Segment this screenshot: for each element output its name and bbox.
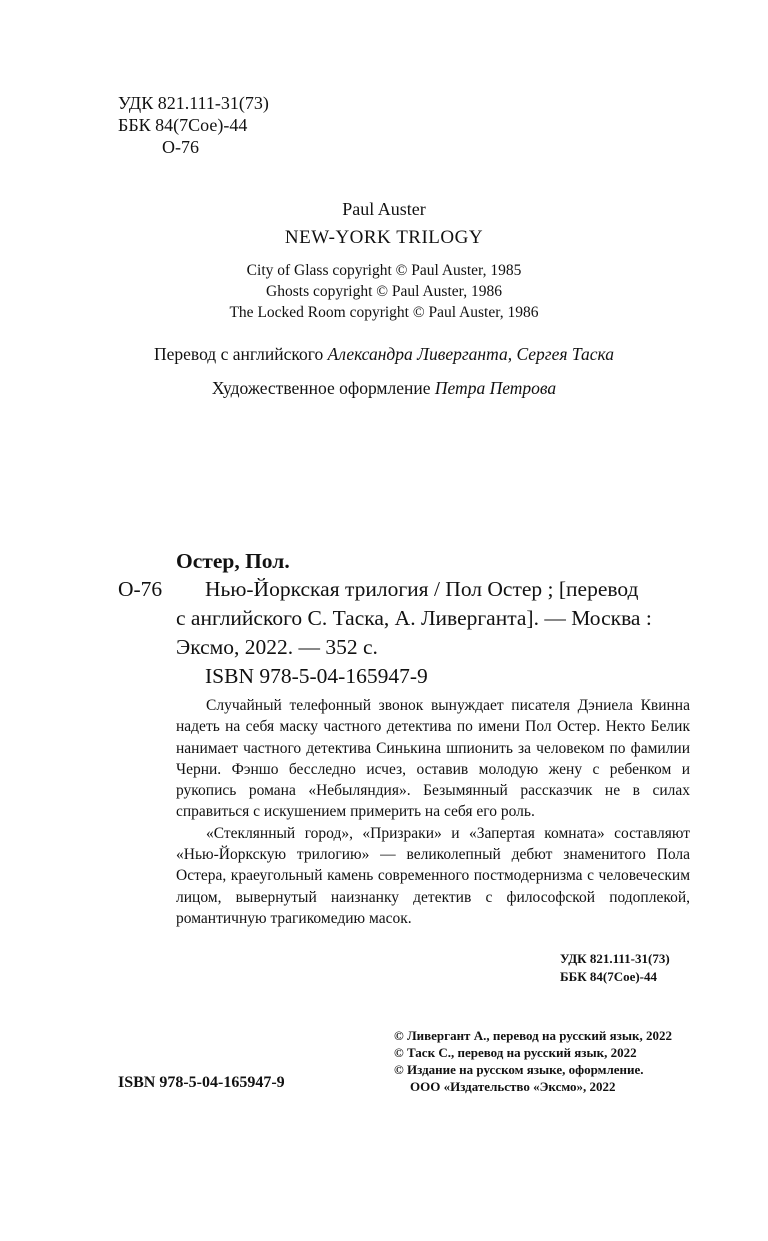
designer: Петра Петрова — [434, 378, 557, 398]
copyright-locked-room: The Locked Room copyright © Paul Auster, 1986 — [229, 304, 539, 321]
translators: Александра Ливерганта, Сергея Таска — [327, 344, 614, 364]
copyright-ghosts: Ghosts copyright © Paul Auster, 1986 — [266, 283, 502, 300]
bbk-code-top: ББК 84(7Сое)-44 — [118, 115, 248, 135]
bib-sign: О-76 — [118, 577, 163, 601]
bib-line-2: с английского С. Таска, А. Ливерганта]. — Москва : — [176, 606, 652, 630]
udk-code-bottom: УДК 821.111-31(73) — [560, 951, 670, 966]
bib-author-heading: Остер, Пол. — [176, 549, 290, 573]
isbn-bold: ISBN 978-5-04-165947-9 — [118, 1074, 285, 1091]
bib-line-3: Эксмо, 2022. — 352 с. — [176, 635, 378, 659]
udk-code-top: УДК 821.111-31(73) — [118, 93, 269, 113]
copyright-line-1: © Ливергант А., перевод на русский язык, 2022 — [394, 1028, 673, 1043]
design-credit — [0, 377, 768, 399]
original-title: NEW-YORK TRILOGY — [284, 227, 484, 248]
annotation-paragraph-2: «Стеклянный город», «Призраки» и «Запертая комната» составляют «Нью-Йоркскую трилогию» — великолепный дебют знаменитого Пола Остера, краеугольный камень современного постмодернизма с человеческим лицом, вывернутый наизнанку детектив с философской подоплекой, романтичную трагикомедию масок. — [176, 824, 690, 927]
copyright-line-2: © Таск С., перевод на русский язык, 2022 — [394, 1045, 637, 1060]
design-prefix: Художественное оформление — [211, 378, 431, 398]
copyright-line-3: © Издание на русском языке, оформление. — [394, 1062, 644, 1077]
bbk-code-bottom: ББК 84(7Сое)-44 — [560, 969, 658, 984]
annotation-paragraph-1: Случайный телефонный звонок вынуждает писателя Дэниела Квинна надеть на себя маску частного детектива по имени Пол Остер. Некто Белик нанимает частного детектива Синькина шпионить за человеком по фамилии Черни. Фэншо бесследно исчез, оставив молодую жену с ребенком и рукопись романа «Небыляндия». Безымянный рассказчик не в силах справиться с искушением примерить на себя его роль. — [176, 697, 690, 821]
translation-credit — [0, 343, 768, 365]
copyright-line-4: ООО «Издательство «Эксмо», 2022 — [410, 1079, 616, 1094]
translation-prefix: Перевод с английского — [154, 344, 324, 364]
bib-isbn: ISBN 978-5-04-165947-9 — [205, 664, 428, 688]
bib-line-1: Нью-Йоркская трилогия / Пол Остер ; [перевод — [205, 577, 639, 601]
annotation — [176, 695, 690, 929]
copyright-city-of-glass: City of Glass copyright © Paul Auster, 1985 — [246, 262, 522, 279]
original-author: Paul Auster — [342, 199, 426, 219]
author-sign-top: О-76 — [162, 137, 199, 157]
